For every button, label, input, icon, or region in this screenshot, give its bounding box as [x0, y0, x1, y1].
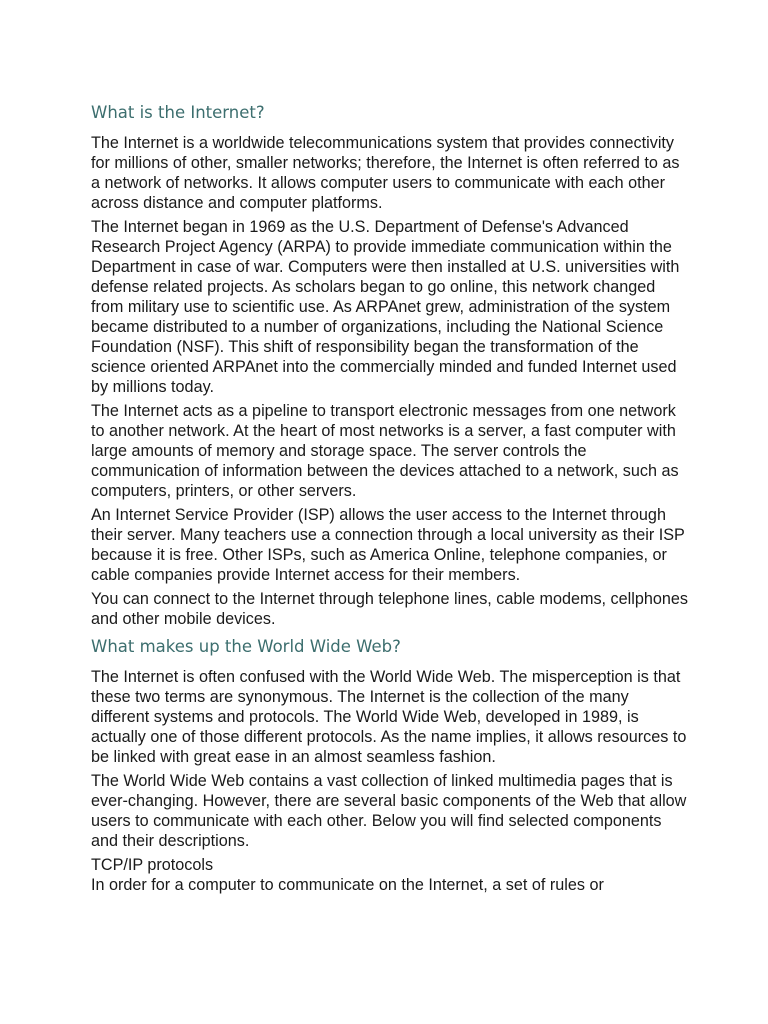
paragraph: The World Wide Web contains a vast collection of linked multimedia pages that is ever-changing. However, there are several basic components of the Web that allow users to communicate with each other. Below you will find selected components and their descriptions.	[91, 772, 687, 850]
paragraph: The Internet began in 1969 as the U.S. Department of Defense's Advanced Research Project Agency (ARPA) to provide immediate communication within the Department in case of war. Computers were then installed at U.S. universities with defense related projects. As scholars began to go online, this network changed from military use to scientific use. As ARPAnet grew, administration of the system became distributed to a number of organizations, including the National Science Foundation (NSF). This shift of responsibility began the transformation of the science oriented ARPAnet into the commercially minded and funded Internet used by millions today.	[91, 218, 680, 396]
paragraph: You can connect to the Internet through telephone lines, cable modems, cellphones and other mobile devices.	[91, 590, 688, 628]
subsection-title: TCP/IP protocols	[91, 856, 214, 874]
paragraph: An Internet Service Provider (ISP) allows the user access to the Internet through their server. Many teachers use a connection through a local university as their ISP because it is free. Other ISPs, such as America Online, telephone companies, or cable companies provide Internet access for their members.	[91, 506, 685, 584]
document-body	[91, 101, 691, 895]
paragraph: The Internet acts as a pipeline to transport electronic messages from one network to another network. At the heart of most networks is a server, a fast computer with large amounts of memory and storage space. The server controls the communication of information between the devices attached to a network, such as computers, printers, or other servers.	[91, 402, 679, 500]
section-heading-internet: What is the Internet?	[91, 103, 265, 122]
paragraph: The Internet is often confused with the World Wide Web. The misperception is that these two terms are synonymous. The Internet is the collection of the many different systems and protocols. The World Wide Web, developed in 1989, is actually one of those different protocols. As the name implies, it allows resources to be linked with great ease in an almost seamless fashion.	[91, 668, 687, 766]
section-heading-world-wide-web: What makes up the World Wide Web?	[91, 637, 401, 656]
paragraph: In order for a computer to communicate on the Internet, a set of rules or	[91, 876, 604, 894]
paragraph: The Internet is a worldwide telecommunications system that provides connectivity for millions of other, smaller networks; therefore, the Internet is often referred to as a network of networks. It allows computer users to communicate with each other across distance and computer platforms.	[91, 134, 680, 212]
